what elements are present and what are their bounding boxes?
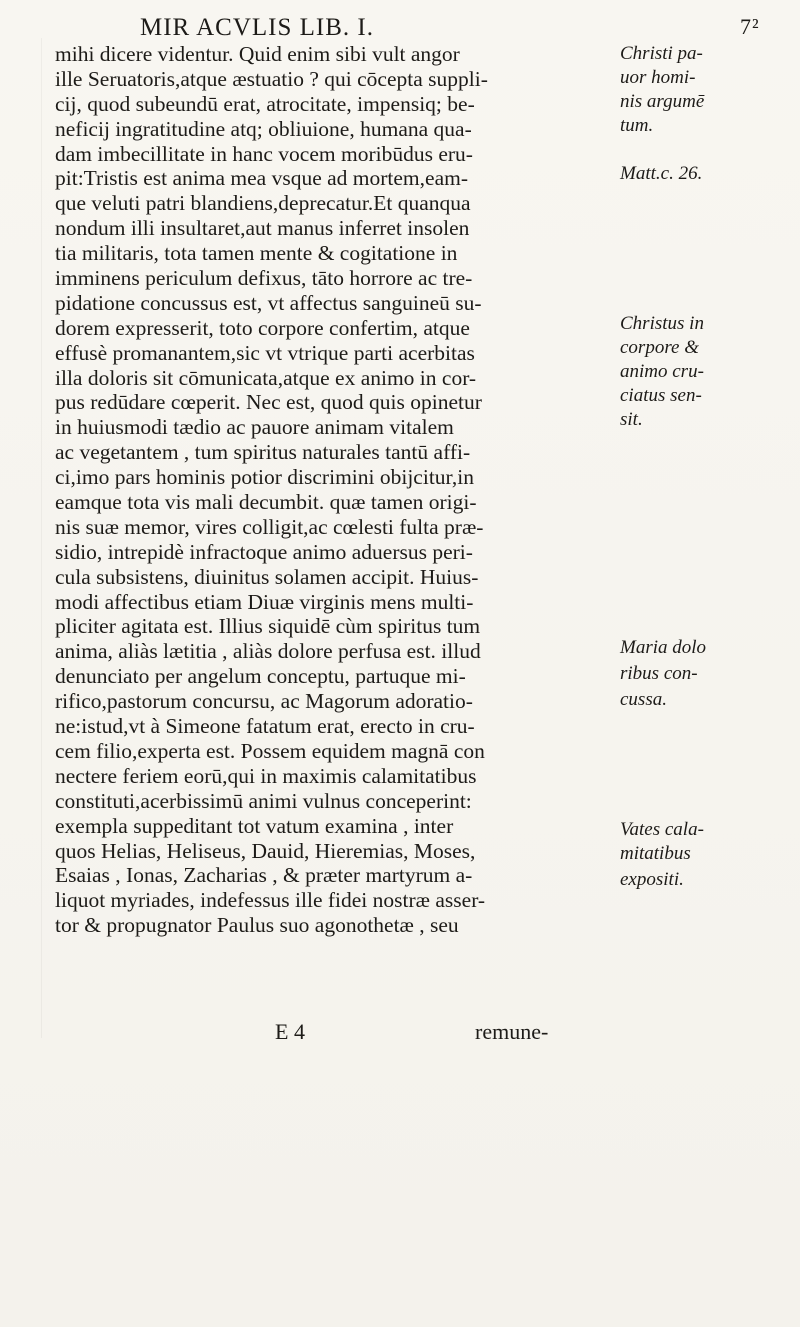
text-line: cij, quod subeundū erat, atrocitate, impensiq; be-	[55, 91, 475, 116]
margin-note: corpore &	[620, 337, 699, 358]
text-line: sidio, intrepidè infractoque animo aduersus peri-	[55, 539, 473, 564]
text-line: que veluti patri blandiens,deprecatur.Et quanqua	[55, 191, 471, 216]
text-line: imminens periculum defixus, tāto horrore ac tre-	[55, 266, 473, 291]
text-line: dorem expresserit, toto corpore confertim, atque	[55, 315, 470, 340]
text-line: constituti,acerbissimū animi vulnus conceperint:	[55, 788, 472, 813]
text-line: nectere feriem eorū,qui in maximis calamitatibus	[55, 763, 477, 788]
text-line: pliciter agitata est. Illius siquidē cùm spiritus tum	[55, 614, 481, 639]
gutter-shadow	[41, 38, 42, 1038]
text-line: effusè promanantem,sic vt vtrique parti acerbitas	[55, 340, 475, 365]
margin-note: tum.	[620, 115, 654, 136]
text-line: ci,imo pars hominis potior discrimini obijcitur,in	[55, 465, 474, 490]
text-line: ac vegetantem , tum spiritus naturales tantū affi-	[55, 440, 471, 465]
running-head-title: MIR ACVLIS LIB. I.	[140, 14, 374, 41]
margin-note: cussa.	[620, 689, 667, 710]
text-line: nis suæ memor, vires colligit,ac cœlesti fulta præ-	[55, 514, 484, 539]
text-line: tor & propugnator Paulus suo agonothetæ , seu	[55, 913, 459, 938]
text-line: ille Seruatoris,atque æstuatio ? qui cōcepta suppli-	[55, 66, 488, 91]
margin-note: uor homi-	[620, 67, 696, 88]
catchword: remune-	[475, 1019, 549, 1044]
text-line: pidatione concussus est, vt affectus sanguineū su-	[55, 290, 482, 315]
margin-note: Vates cala-	[620, 819, 704, 840]
page-number: 7²	[740, 14, 760, 39]
text-line: dam imbecillitate in hanc vocem moribūdus eru-	[55, 141, 473, 166]
text-line: neficij ingratitudine atq; obliuione, humana qua-	[55, 116, 472, 141]
text-line: illa doloris sit cōmunicata,atque ex animo in cor-	[55, 365, 477, 390]
margin-note: animo cru-	[620, 361, 704, 382]
text-line: cem filio,experta est. Possem equidem magnā con	[55, 738, 485, 763]
margin-note: ribus con-	[620, 663, 698, 684]
text-line: Esaias , Ionas, Zacharias , & præter martyrum a-	[55, 863, 473, 888]
signature-mark: E 4	[275, 1019, 305, 1044]
text-line: tia militaris, tota tamen mente & cogitatione in	[55, 241, 458, 266]
text-line: pit:Tristis est anima mea vsque ad mortem,eam-	[55, 166, 469, 191]
text-line: mihi dicere videntur. Quid enim sibi vult angor	[55, 42, 460, 66]
text-line: exempla suppeditant tot vatum examina , inter	[55, 813, 454, 838]
text-line: anima, aliàs lætitia , aliàs dolore perfusa est. illud	[55, 639, 481, 664]
text-line: ne:istud,vt à Simeone fatatum erat, erecto in cru-	[55, 714, 475, 739]
margin-note: Matt.c. 26.	[620, 163, 703, 184]
text-line: denunciato per angelum conceptu, partuque mi-	[55, 664, 466, 689]
text-line: rifico,pastorum concursu, ac Magorum adoratio-	[55, 689, 473, 714]
margin-note: Christi pa-	[620, 43, 703, 64]
margin-note: Maria dolo	[620, 637, 707, 658]
text-line: nondum illi insultaret,aut manus inferret insolen	[55, 216, 470, 241]
margin-note: Christus in	[620, 313, 704, 334]
text-line: in huiusmodi tædio ac pauore animam vitalem	[55, 415, 454, 440]
margin-note: sit.	[620, 409, 643, 430]
text-line: liquot myriades, indefessus ille fidei nostræ asser-	[55, 888, 486, 913]
text-line: pus redūdare cœperit. Nec est, quod quis opinetur	[55, 390, 482, 415]
margin-note: nis argumē	[620, 91, 705, 112]
text-line: quos Helias, Heliseus, Dauid, Hieremias, Moses,	[55, 838, 476, 863]
body-text	[55, 42, 655, 938]
text-line: cula subsistens, diuinitus solamen accipit. Huius-	[55, 564, 479, 589]
running-head	[140, 14, 760, 42]
margin-note: ciatus sen-	[620, 385, 702, 406]
text-line: modi affectibus etiam Diuæ virginis mens multi-	[55, 589, 474, 614]
margin-note: expositi.	[620, 869, 684, 890]
text-line: eamque tota vis mali decumbit. quæ tamen origi-	[55, 490, 477, 515]
margin-note: mitatibus	[620, 843, 691, 864]
